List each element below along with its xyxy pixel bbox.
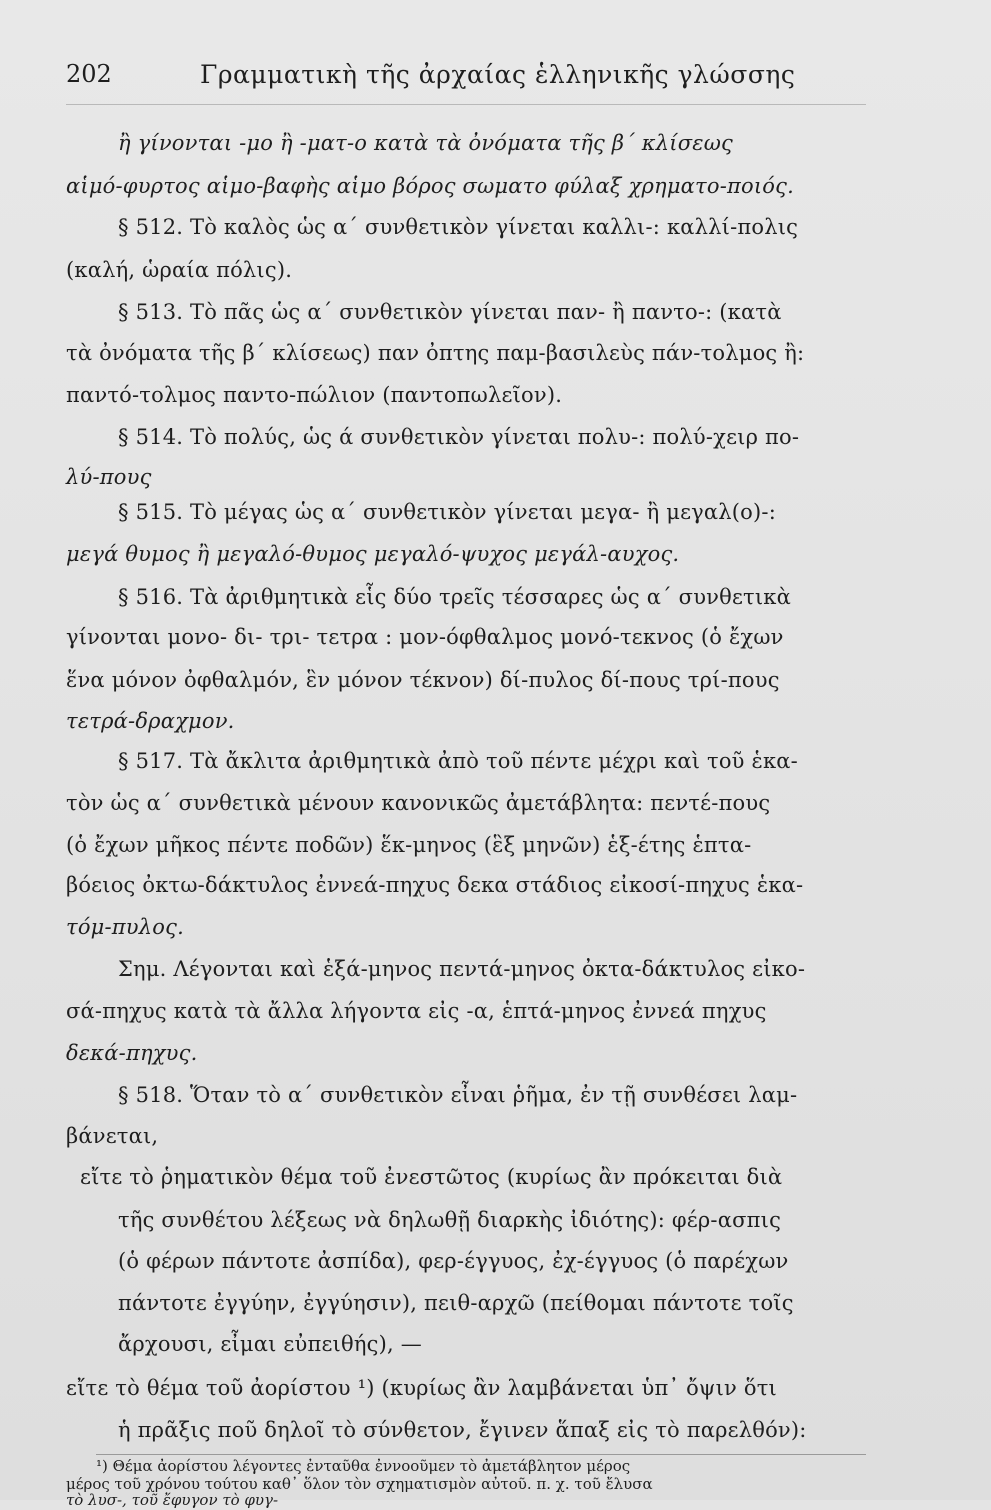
page-number: 202 xyxy=(66,60,112,88)
text-line: πάντοτε ἐγγύην, ἐγγύησιν), πειθ-αρχῶ (πείθομαι πάντοτε τοῖς xyxy=(118,1291,794,1315)
text-line: (ὁ φέρων πάντοτε ἀσπίδα), φερ-έγγυος, ἐχ-έγγυος (ὁ παρέχων xyxy=(118,1249,789,1273)
footnote-line: ¹) Θέμα ἀορίστου λέγοντες ἐνταῦθα ἐννοοῦμεν τὸ ἀμετάβλητον μέρος xyxy=(96,1457,631,1475)
header-rule xyxy=(66,104,866,105)
text-line: ἄρχουσι, εἶμαι εὐπειθής), — xyxy=(118,1332,422,1356)
text-line: § 513. Τὸ πᾶς ὡς α΄ συνθετικὸν γίνεται παν- ἢ παντο-: (κατὰ xyxy=(118,300,782,324)
text-line: (ὁ ἔχων μῆκος πέντε ποδῶν) ἕκ-μηνος (ἓξ μηνῶν) ἑξ-έτης ἑπτα- xyxy=(66,833,752,857)
running-title: Γραμματικὴ τῆς ἀρχαίας ἑλληνικῆς γλώσσης xyxy=(200,60,796,89)
text-line: δεκά-πηχυς. xyxy=(66,1041,198,1065)
text-line: τῆς συνθέτου λέξεως νὰ δηλωθῇ διαρκὴς ἰδιότης): φέρ-ασπις xyxy=(118,1208,782,1232)
text-line: τόμ-πυλος. xyxy=(66,915,184,939)
text-line: αἱμό-φυρτος αἱμο-βαφὴς αἱμο βόρος σωματο φύλαξ χρηματο-ποιός. xyxy=(66,174,794,198)
text-line: § 515. Τὸ μέγας ὡς α΄ συνθετικὸν γίνεται μεγα- ἢ μεγαλ(ο)-: xyxy=(118,500,776,524)
footnote-line: τὸ λυσ-, τοῦ ἔφυγον τὸ φυγ- xyxy=(66,1491,279,1509)
text-line: γίνονται μονο- δι- τρι- τετρα : μον-όφθαλμος μονό-τεκνος (ὁ ἔχων xyxy=(66,625,784,649)
footnote-line: μέρος τοῦ χρόνου τούτου καθ᾽ ὅλον τὸν σχηματισμὸν αὐτοῦ. π. χ. τοῦ ἔλυσα xyxy=(66,1475,653,1493)
text-line: ἡ πρᾶξις ποῦ δηλοῖ τὸ σύνθετον, ἔγινεν ἅπαξ εἰς τὸ παρελθόν): xyxy=(118,1418,807,1442)
text-line: § 512. Τὸ καλὸς ὡς α΄ συνθετικὸν γίνεται καλλι-: καλλί-πολις xyxy=(118,215,799,239)
text-line: § 516. Τὰ ἀριθμητικὰ εἷς δύο τρεῖς τέσσαρες ὡς α΄ συνθετικὰ xyxy=(118,585,792,609)
text-line: § 518. Ὅταν τὸ α΄ συνθετικὸν εἶναι ῥῆμα, ἐν τῇ συνθέσει λαμ- xyxy=(118,1083,798,1107)
text-line: βάνεται, xyxy=(66,1124,159,1148)
text-line: βόειος ὀκτω-δάκτυλος ἐννεά-πηχυς δεκα στάδιος εἰκοσί-πηχυς ἑκα- xyxy=(66,873,804,897)
text-line: παντό-τολμος παντο-πώλιον (παντοπωλεῖον). xyxy=(66,383,563,407)
text-line: τὰ ὀνόματα τῆς β΄ κλίσεως) παν ὀπτης παμ-βασιλεὺς πάν-τολμος ἢ: xyxy=(66,341,805,365)
text-line: Σημ. Λέγονται καὶ ἑξά-μηνος πεντά-μηνος ὀκτα-δάκτυλος εἰκο- xyxy=(118,957,806,981)
text-line: § 514. Τὸ πολύς, ὡς ά συνθετικὸν γίνεται πολυ-: πολύ-χειρ πο- xyxy=(118,425,800,449)
footnote-rule xyxy=(96,1454,866,1455)
text-line: § 517. Τὰ ἄκλιτα ἀριθμητικὰ ἀπὸ τοῦ πέντε μέχρι καὶ τοῦ ἑκα- xyxy=(118,749,798,773)
text-line: ἕνα μόνον ὀφθαλμόν, ἓν μόνον τέκνον) δί-πυλος δί-πους τρί-πους xyxy=(66,668,780,692)
text-line: ἢ γίνονται -μο ἢ -ματ-ο κατὰ τὰ ὀνόματα τῆς β΄ κλίσεως xyxy=(118,131,734,155)
text-line: τετρά-δραχμον. xyxy=(66,709,235,733)
page-header xyxy=(66,60,891,100)
text-line: τὸν ὡς α΄ συνθετικὰ μένουν κανονικῶς ἀμετάβλητα: πεντέ-πους xyxy=(66,791,771,815)
text-line: εἴτε τὸ ῥηματικὸν θέμα τοῦ ἐνεστῶτος (κυρίως ἂν πρόκειται διὰ xyxy=(80,1165,783,1189)
text-line: (καλή, ὡραία πόλις). xyxy=(66,258,293,282)
text-line: μεγά θυμος ἢ μεγαλό-θυμος μεγαλό-ψυχος μεγάλ-αυχος. xyxy=(66,542,680,566)
text-line: εἴτε τὸ θέμα τοῦ ἀορίστου ¹) (κυρίως ἂν λαμβάνεται ὑπ᾽ ὄψιν ὅτι xyxy=(66,1376,777,1400)
text-line: λύ-πους xyxy=(66,465,152,489)
text-line: σά-πηχυς κατὰ τὰ ἄλλα λήγοντα εἰς -α, ἑπτά-μηνος ἐννεά πηχυς xyxy=(66,999,767,1023)
